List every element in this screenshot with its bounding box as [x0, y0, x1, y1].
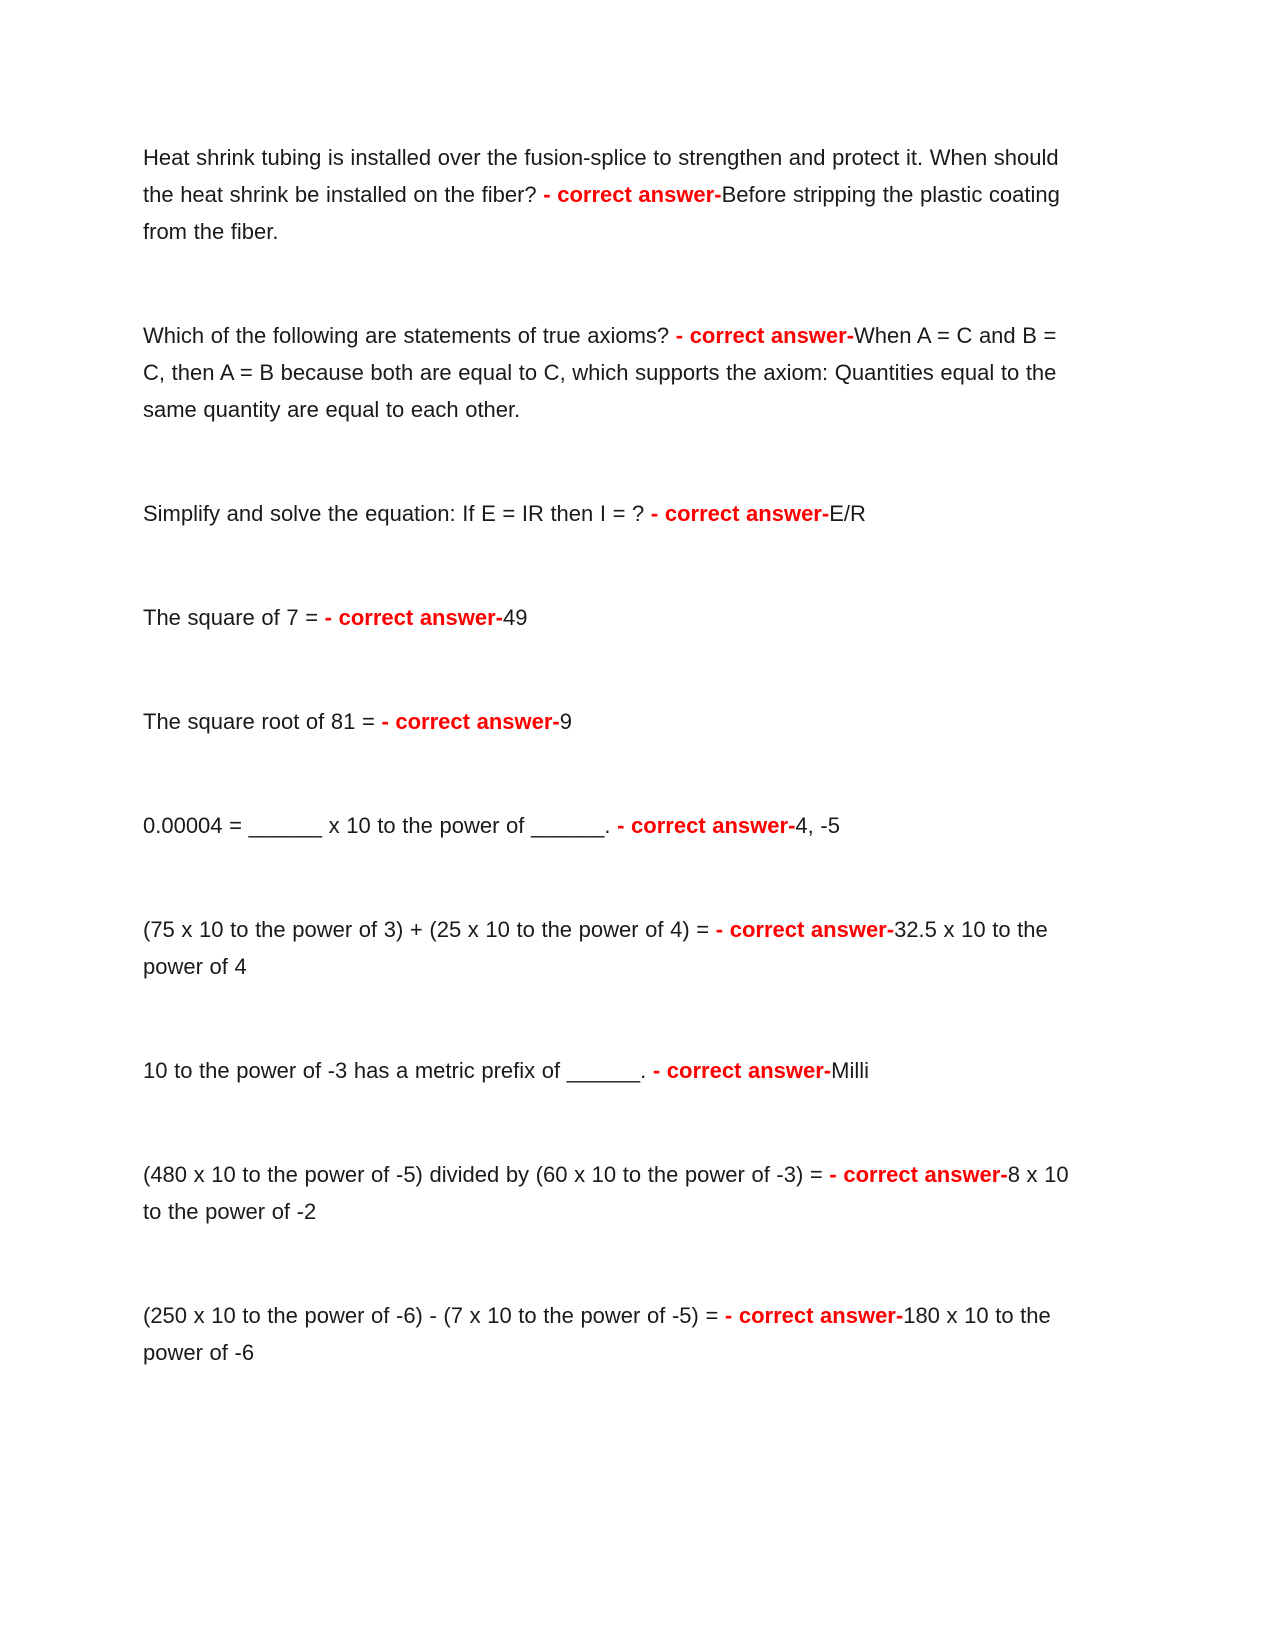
question-text: Heat shrink tubing is installed over the fusion-splice to strengthen and protect it. When should the heat shrink be installed on the fiber? — [143, 145, 1059, 207]
correct-answer-label: - correct answer- — [675, 323, 855, 348]
question-paragraph — [143, 599, 1075, 636]
question-paragraph — [143, 1156, 1075, 1230]
question-text: Simplify and solve the equation: If E = IR then I = ? — [143, 501, 651, 526]
question-text: 4, -5 — [795, 813, 840, 838]
question-paragraph — [143, 807, 1075, 844]
question-text: 180 x 10 to the power of -6 — [143, 1303, 1051, 1365]
correct-answer-label: - correct answer- — [652, 1058, 832, 1083]
question-text: (75 x 10 to the power of 3) + (25 x 10 to the power of 4) = — [143, 917, 716, 942]
correct-answer-label: - correct answer- — [617, 813, 796, 838]
question-paragraph — [143, 317, 1075, 428]
correct-answer-label: - correct answer- — [715, 917, 895, 942]
question-text: (480 x 10 to the power of -5) divided by (60 x 10 to the power of -3) = — [143, 1162, 830, 1187]
question-text: When A = C and B = C, then A = B because both are equal to C, which supports the axiom: Quantities equal to the same quantity are equal to each other. — [143, 323, 1057, 422]
question-text: The square root of 81 = — [143, 709, 382, 734]
question-text: 9 — [559, 709, 572, 734]
correct-answer-label: - correct answer- — [381, 709, 560, 734]
question-paragraph — [143, 703, 1075, 740]
correct-answer-label: - correct answer- — [650, 501, 830, 526]
question-text: Which of the following are statements of true axioms? — [143, 323, 676, 348]
correct-answer-label: - correct answer- — [829, 1162, 1008, 1187]
question-text: 32.5 x 10 to the power of 4 — [143, 917, 1048, 979]
question-text: 0.00004 = ______ x 10 to the power of ______. — [143, 813, 618, 838]
question-paragraph — [143, 495, 1075, 532]
question-text: E/R — [829, 501, 866, 526]
question-paragraph — [143, 1297, 1075, 1371]
question-paragraph — [143, 139, 1075, 250]
correct-answer-label: - correct answer- — [724, 1303, 904, 1328]
question-text: (250 x 10 to the power of -6) - (7 x 10 to the power of -5) = — [143, 1303, 725, 1328]
question-text: 10 to the power of -3 has a metric prefix of ______. — [143, 1058, 653, 1083]
question-text: Milli — [831, 1058, 870, 1083]
correct-answer-label: - correct answer- — [324, 605, 503, 630]
question-text: Before stripping the plastic coating from the fiber. — [143, 182, 1060, 244]
correct-answer-label: - correct answer- — [543, 182, 722, 207]
question-text: The square of 7 = — [143, 605, 325, 630]
question-text: 8 x 10 to the power of -2 — [143, 1162, 1069, 1224]
question-paragraph — [143, 1052, 1075, 1089]
question-text: 49 — [502, 605, 528, 630]
question-paragraph — [143, 911, 1075, 985]
